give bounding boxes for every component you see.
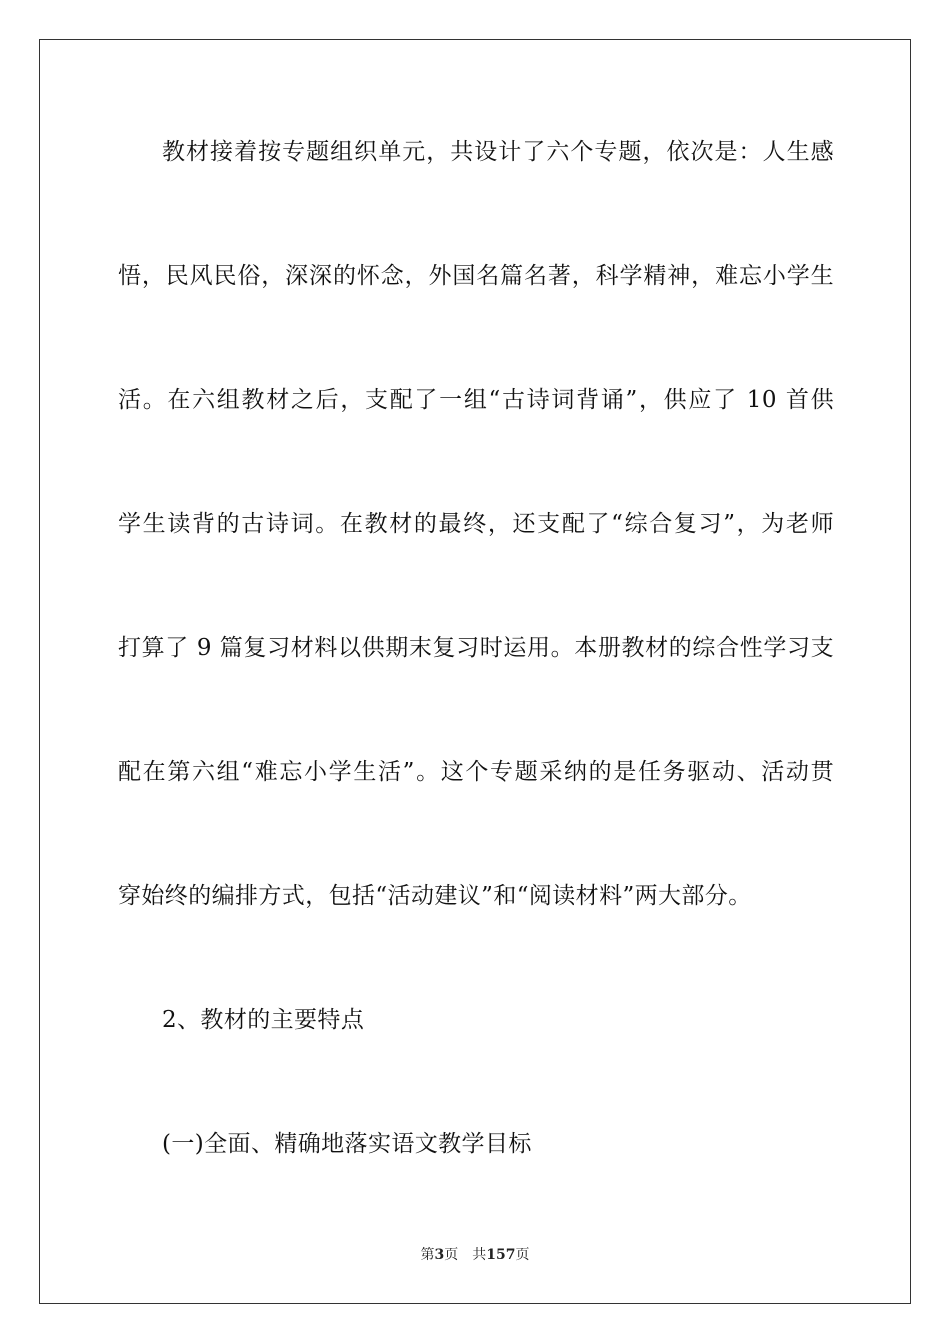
subsection-heading: (一)全面、精确地落实语文教学目标 — [162, 1131, 532, 1157]
page-prefix: 第 — [420, 1247, 435, 1263]
body-line-3: 活。在六组教材之后，支配了一组“古诗词背诵”，供应了 10 首供 — [118, 387, 834, 413]
total-pages: 157 — [486, 1247, 516, 1263]
total-prefix: 共 — [472, 1247, 487, 1263]
section-heading: 2、教材的主要特点 — [162, 1007, 365, 1033]
page-suffix: 页 — [444, 1247, 459, 1263]
body-line-7: 穿始终的编排方式，包括“活动建议”和“阅读材料”两大部分。 — [118, 883, 752, 909]
page-footer — [0, 1246, 950, 1264]
body-line-4: 学生读背的古诗词。在教材的最终，还支配了“综合复习”，为老师 — [118, 511, 834, 537]
body-line-1: 教材接着按专题组织单元，共设计了六个专题，依次是：人生感 — [162, 139, 834, 165]
total-suffix: 页 — [515, 1247, 530, 1263]
page-number: 3 — [434, 1247, 445, 1263]
body-line-2: 悟，民风民俗，深深的怀念，外国名篇名著，科学精神，难忘小学生 — [118, 263, 834, 289]
body-line-6: 配在第六组“难忘小学生活”。这个专题采纳的是任务驱动、活动贯 — [118, 759, 834, 785]
page-border — [39, 39, 911, 1304]
body-line-5: 打算了 9 篇复习材料以供期末复习时运用。本册教材的综合性学习支 — [118, 635, 834, 661]
